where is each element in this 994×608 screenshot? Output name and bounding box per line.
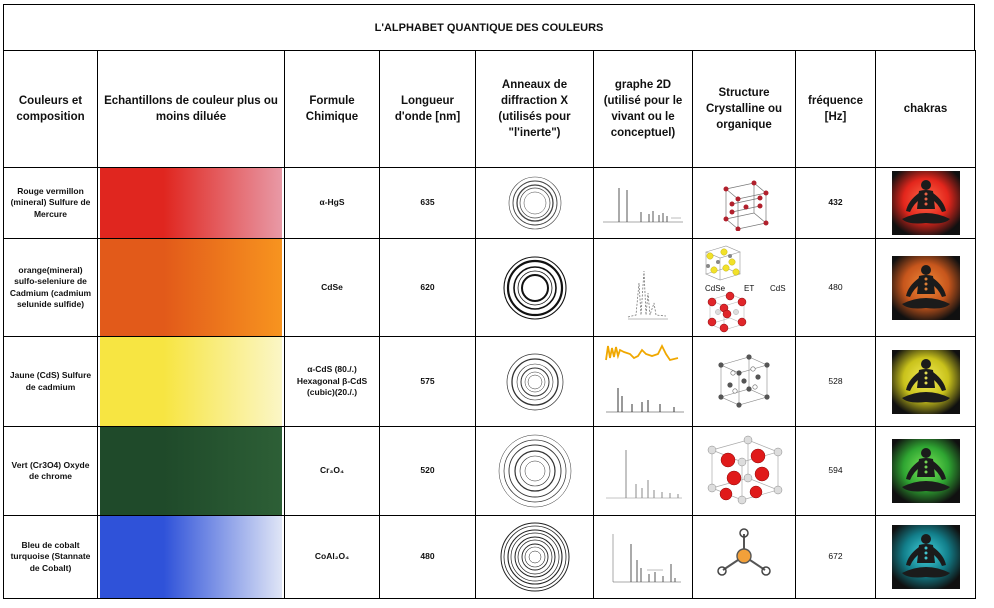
composition-cell: Jaune (CdS) Sulfure de cadmium — [4, 337, 98, 427]
crystal-structure-image — [693, 427, 796, 516]
diffraction-rings-image — [476, 337, 594, 427]
color-swatch — [98, 516, 285, 599]
chakra-image — [876, 427, 976, 516]
color-swatch — [98, 168, 285, 239]
meditation-figure-icon — [892, 171, 960, 235]
formula-line: α-CdS (80./.) — [307, 364, 357, 375]
page-title: L'ALPHABET QUANTIQUE DES COULEURS — [3, 4, 975, 50]
table-row — [4, 168, 976, 239]
wavelength-cell: 520 — [380, 427, 476, 516]
table-row — [4, 337, 976, 427]
header-structure: Structure Crystalline ou organique — [693, 51, 796, 168]
wavelength-cell: 575 — [380, 337, 476, 427]
table-row — [4, 427, 976, 516]
composition-cell: orange(mineral) sulfo-seleniure de Cadmium (cadmium selunide sulfide) — [4, 239, 98, 337]
header-diffraction: Anneaux de diffraction X (utilisés pour "l'inerte") — [476, 51, 594, 168]
formula-cell — [285, 337, 380, 427]
spectrum-graph-image — [594, 516, 693, 599]
formula-line: (cubic)(20./.) — [306, 387, 358, 398]
diffraction-rings-image — [476, 516, 594, 599]
header-row — [4, 51, 976, 168]
wavelength-cell: 635 — [380, 168, 476, 239]
crystal-structure-image — [693, 516, 796, 599]
meditation-figure-icon — [892, 256, 960, 320]
color-swatch — [98, 239, 285, 337]
color-swatch — [98, 427, 285, 516]
header-samples: Echantillons de couleur plus ou moins diluée — [98, 51, 285, 168]
diffraction-rings-image — [476, 239, 594, 337]
table-row — [4, 516, 976, 599]
header-composition: Couleurs et composition — [4, 51, 98, 168]
meditation-figure-icon — [892, 350, 960, 414]
header-formula: Formule Chimique — [285, 51, 380, 168]
color-table — [3, 50, 976, 599]
formula-line: Hexagonal β-CdS — [296, 375, 368, 386]
header-graph: graphe 2D (utilisé pour le vivant ou le conceptuel) — [594, 51, 693, 168]
formula-cell: Cr₃O₄ — [285, 427, 380, 516]
composition-cell: Bleu de cobalt turquoise (Stannate de Cobalt) — [4, 516, 98, 599]
diffraction-rings-image — [476, 168, 594, 239]
formula-cell: CoAl₂O₄ — [285, 516, 380, 599]
frequency-cell: 480 — [796, 239, 876, 337]
spectrum-graph-image — [594, 168, 693, 239]
table-row — [4, 239, 976, 337]
structure-label-et: ET — [744, 284, 755, 293]
spectrum-graph-image — [594, 427, 693, 516]
color-swatch — [98, 337, 285, 427]
formula-cell: CdSe — [285, 239, 380, 337]
chakra-image — [876, 168, 976, 239]
diffraction-rings-image — [476, 427, 594, 516]
wavelength-cell: 480 — [380, 516, 476, 599]
crystal-structure-image — [693, 337, 796, 427]
header-frequency: fréquence [Hz] — [796, 51, 876, 168]
header-wavelength: Longueur d'onde [nm] — [380, 51, 476, 168]
structure-label-cdse: CdSe — [705, 284, 726, 293]
frequency-cell: 528 — [796, 337, 876, 427]
meditation-figure-icon — [892, 439, 960, 503]
crystal-structure-image — [693, 168, 796, 239]
header-chakras: chakras — [876, 51, 976, 168]
crystal-structure-image — [693, 239, 796, 337]
chakra-image — [876, 337, 976, 427]
meditation-figure-icon — [892, 525, 960, 589]
frequency-cell: 594 — [796, 427, 876, 516]
chakra-image — [876, 516, 976, 599]
formula-cell: α-HgS — [285, 168, 380, 239]
composition-cell: Rouge vermillon (mineral) Sulfure de Mercure — [4, 168, 98, 239]
frequency-cell: 672 — [796, 516, 876, 599]
wavelength-cell: 620 — [380, 239, 476, 337]
spectrum-graph-image — [594, 337, 693, 427]
spectrum-graph-image — [594, 239, 693, 337]
chakra-image — [876, 239, 976, 337]
frequency-cell: 432 — [796, 168, 876, 239]
structure-label-cds: CdS — [770, 284, 786, 293]
composition-cell: Vert (Cr3O4) Oxyde de chrome — [4, 427, 98, 516]
